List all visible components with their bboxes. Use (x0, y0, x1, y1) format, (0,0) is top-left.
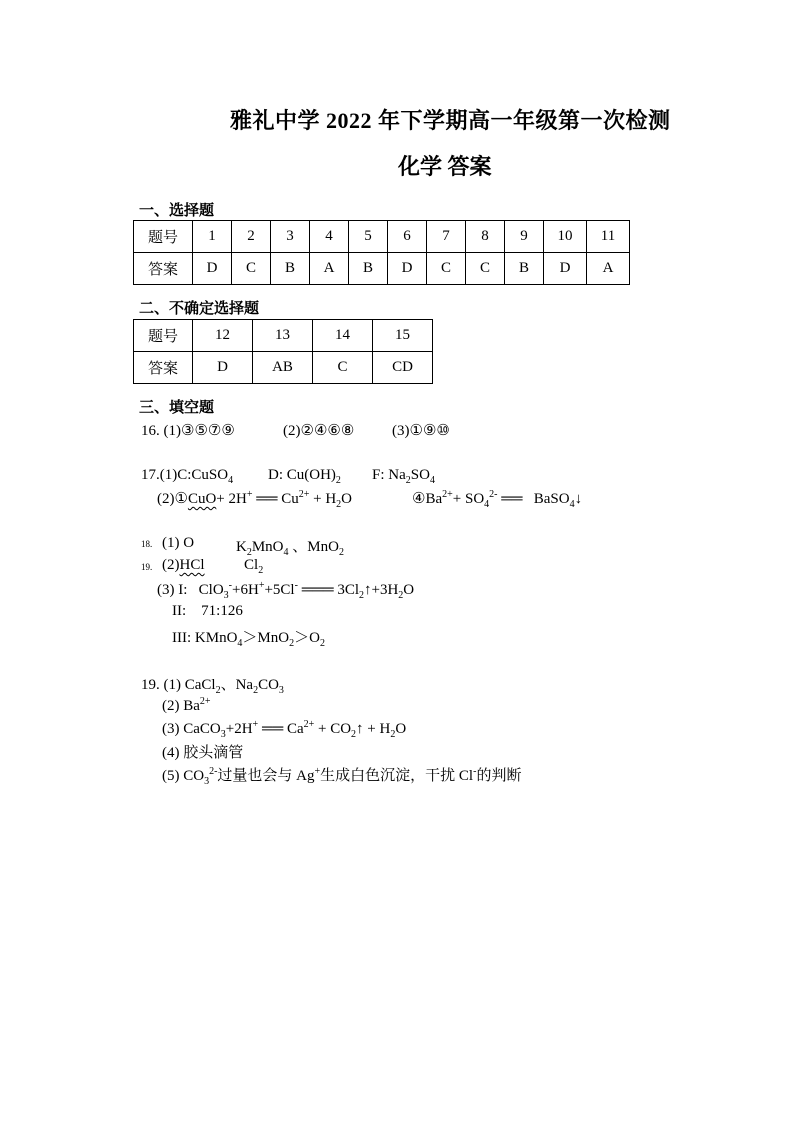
q17-part2-eq2: $④Ba^{2+}+ SO_4^{2-}$ ══ BaSO$_4$↓ (412, 489, 583, 510)
table-cell: 6 (388, 221, 427, 253)
q18-num: 18. (141, 539, 153, 549)
text: (2)① (157, 491, 188, 507)
text: (2) (162, 557, 180, 573)
cuo-underlined: CuO (187, 491, 217, 507)
text: (3) CaCO (162, 721, 221, 737)
q17-part1-d: D: $Cu(OH)_2$ (268, 467, 341, 486)
text: ClO (198, 582, 224, 598)
table-row-questions (134, 320, 433, 352)
text: KMnO (194, 630, 238, 646)
q16-part1: (1)③⑤⑦⑨ (163, 423, 235, 439)
q19a-part2-cl: $Cl_2$ (244, 557, 264, 576)
q16-part2: (2)②④⑥⑧ (283, 423, 355, 439)
text: K (236, 539, 247, 555)
table-cell: 10 (544, 221, 587, 253)
section-heading-choice: 一、选择题 (139, 203, 215, 219)
text: 生成白色沉淀，干扰 Cl (320, 768, 474, 784)
q19-part2: (2) $Ba^{2+}$ (162, 696, 211, 714)
q19a-iii: III: $KMnO_4>MnO_2>O_2$ (172, 630, 325, 649)
row-label-question: 题号 (134, 221, 193, 253)
q19a-num: 19. (141, 562, 153, 572)
q19a-part2 (162, 557, 205, 574)
text: MnO (307, 539, 339, 555)
section-heading-fill-in: 三、填空题 (139, 400, 215, 416)
text: 19. (1) CaCl (141, 677, 216, 693)
table-cell: 14 (313, 320, 373, 352)
table-cell: B (271, 253, 310, 285)
table-cell: D (193, 253, 232, 285)
text: (5) CO (162, 768, 205, 784)
table-cell: 7 (427, 221, 466, 253)
table-cell: B (349, 253, 388, 285)
q17-part1-c: 17.(1)C:CuSO$_4$ (141, 467, 234, 486)
text: 71:126 (201, 603, 243, 619)
q17-part2-eq1: (2)①CuO+ 2H+ ══ $Cu^{2+} + H_2O$ (157, 489, 353, 510)
table-cell: 15 (373, 320, 433, 352)
text: BaSO (533, 491, 570, 507)
text: 17.(1)C:CuSO (141, 467, 229, 483)
q16-num: 16. (141, 423, 160, 439)
q19-part3: (3) CaCO$_3$+2H+ ══ $Ca^{2+}$ + $CO_2↑ + H_2O$ (162, 719, 407, 740)
text: 的判断 (476, 768, 522, 784)
table-cell: 5 (349, 221, 388, 253)
table-cell: A (310, 253, 349, 285)
row-label-answer: 答案 (134, 352, 193, 384)
q19-part1: 19. (1) CaCl$_2$、$Na_2CO_3$ (141, 677, 284, 696)
table-cell: 1 (193, 221, 232, 253)
text: (1) O (162, 535, 195, 551)
table-cell: 13 (253, 320, 313, 352)
page-title: 雅礼中学 2022 年下学期高一年级第一次检测 (230, 108, 671, 133)
table-cell: C (466, 253, 505, 285)
q16-line (141, 421, 235, 440)
table-cell: C (427, 253, 466, 285)
table-cell: 3 (271, 221, 310, 253)
q19a-part3: (3) I: ClO$_3$-+6H++5Cl- ═══ $3Cl_2↑+3H_2O$ (157, 580, 415, 601)
table-cell: C (232, 253, 271, 285)
q18-part1-b: $K_2MnO_4$ 、MnO$_2$ (236, 539, 344, 558)
choice-answer-table (133, 220, 630, 285)
page-subtitle: 化学 答案 (398, 154, 492, 179)
table-cell: 12 (193, 320, 253, 352)
table-row-questions (134, 221, 630, 253)
multi-choice-answer-table (133, 319, 433, 384)
table-row-answers (134, 253, 630, 285)
text: ④Ba (412, 491, 443, 507)
text: (3) I: (157, 582, 188, 598)
text: F: Na (372, 467, 406, 483)
row-label-answer: 答案 (134, 253, 193, 285)
table-cell: AB (253, 352, 313, 384)
table-cell: C (313, 352, 373, 384)
table-cell: D (544, 253, 587, 285)
q19-part4: (4) 胶头滴管 (162, 745, 244, 761)
section-heading-multi-choice: 二、不确定选择题 (139, 301, 260, 317)
table-cell: 9 (505, 221, 544, 253)
table-cell: 8 (466, 221, 505, 253)
q18-part1 (162, 535, 194, 552)
q19a-ii (172, 603, 243, 620)
text: Cl (244, 557, 259, 573)
table-cell: D (388, 253, 427, 285)
table-row-answers (134, 352, 433, 384)
text: III: (172, 630, 192, 646)
q19-part5: (5) $CO_3^{2-}$过量也会与 Ag+生成白色沉淀，干扰 Cl-的判断 (162, 766, 522, 787)
table-cell: 4 (310, 221, 349, 253)
table-cell: D (193, 352, 253, 384)
text: + 2H (216, 491, 247, 507)
table-cell: CD (373, 352, 433, 384)
q17-part1-f: F: $Na_2SO_4$ (372, 467, 435, 486)
table-cell: A (587, 253, 630, 285)
row-label-question: 题号 (134, 320, 193, 352)
table-cell: B (505, 253, 544, 285)
text: D: Cu(OH) (268, 467, 336, 483)
table-cell: 11 (587, 221, 630, 253)
text: (2) Ba (162, 698, 200, 714)
text: 过量也会与 Ag (217, 768, 315, 784)
q16-part3: (3)①⑨⑩ (392, 423, 450, 439)
text: II: (172, 603, 187, 619)
hcl-underlined: HCl (179, 557, 205, 573)
table-cell: 2 (232, 221, 271, 253)
